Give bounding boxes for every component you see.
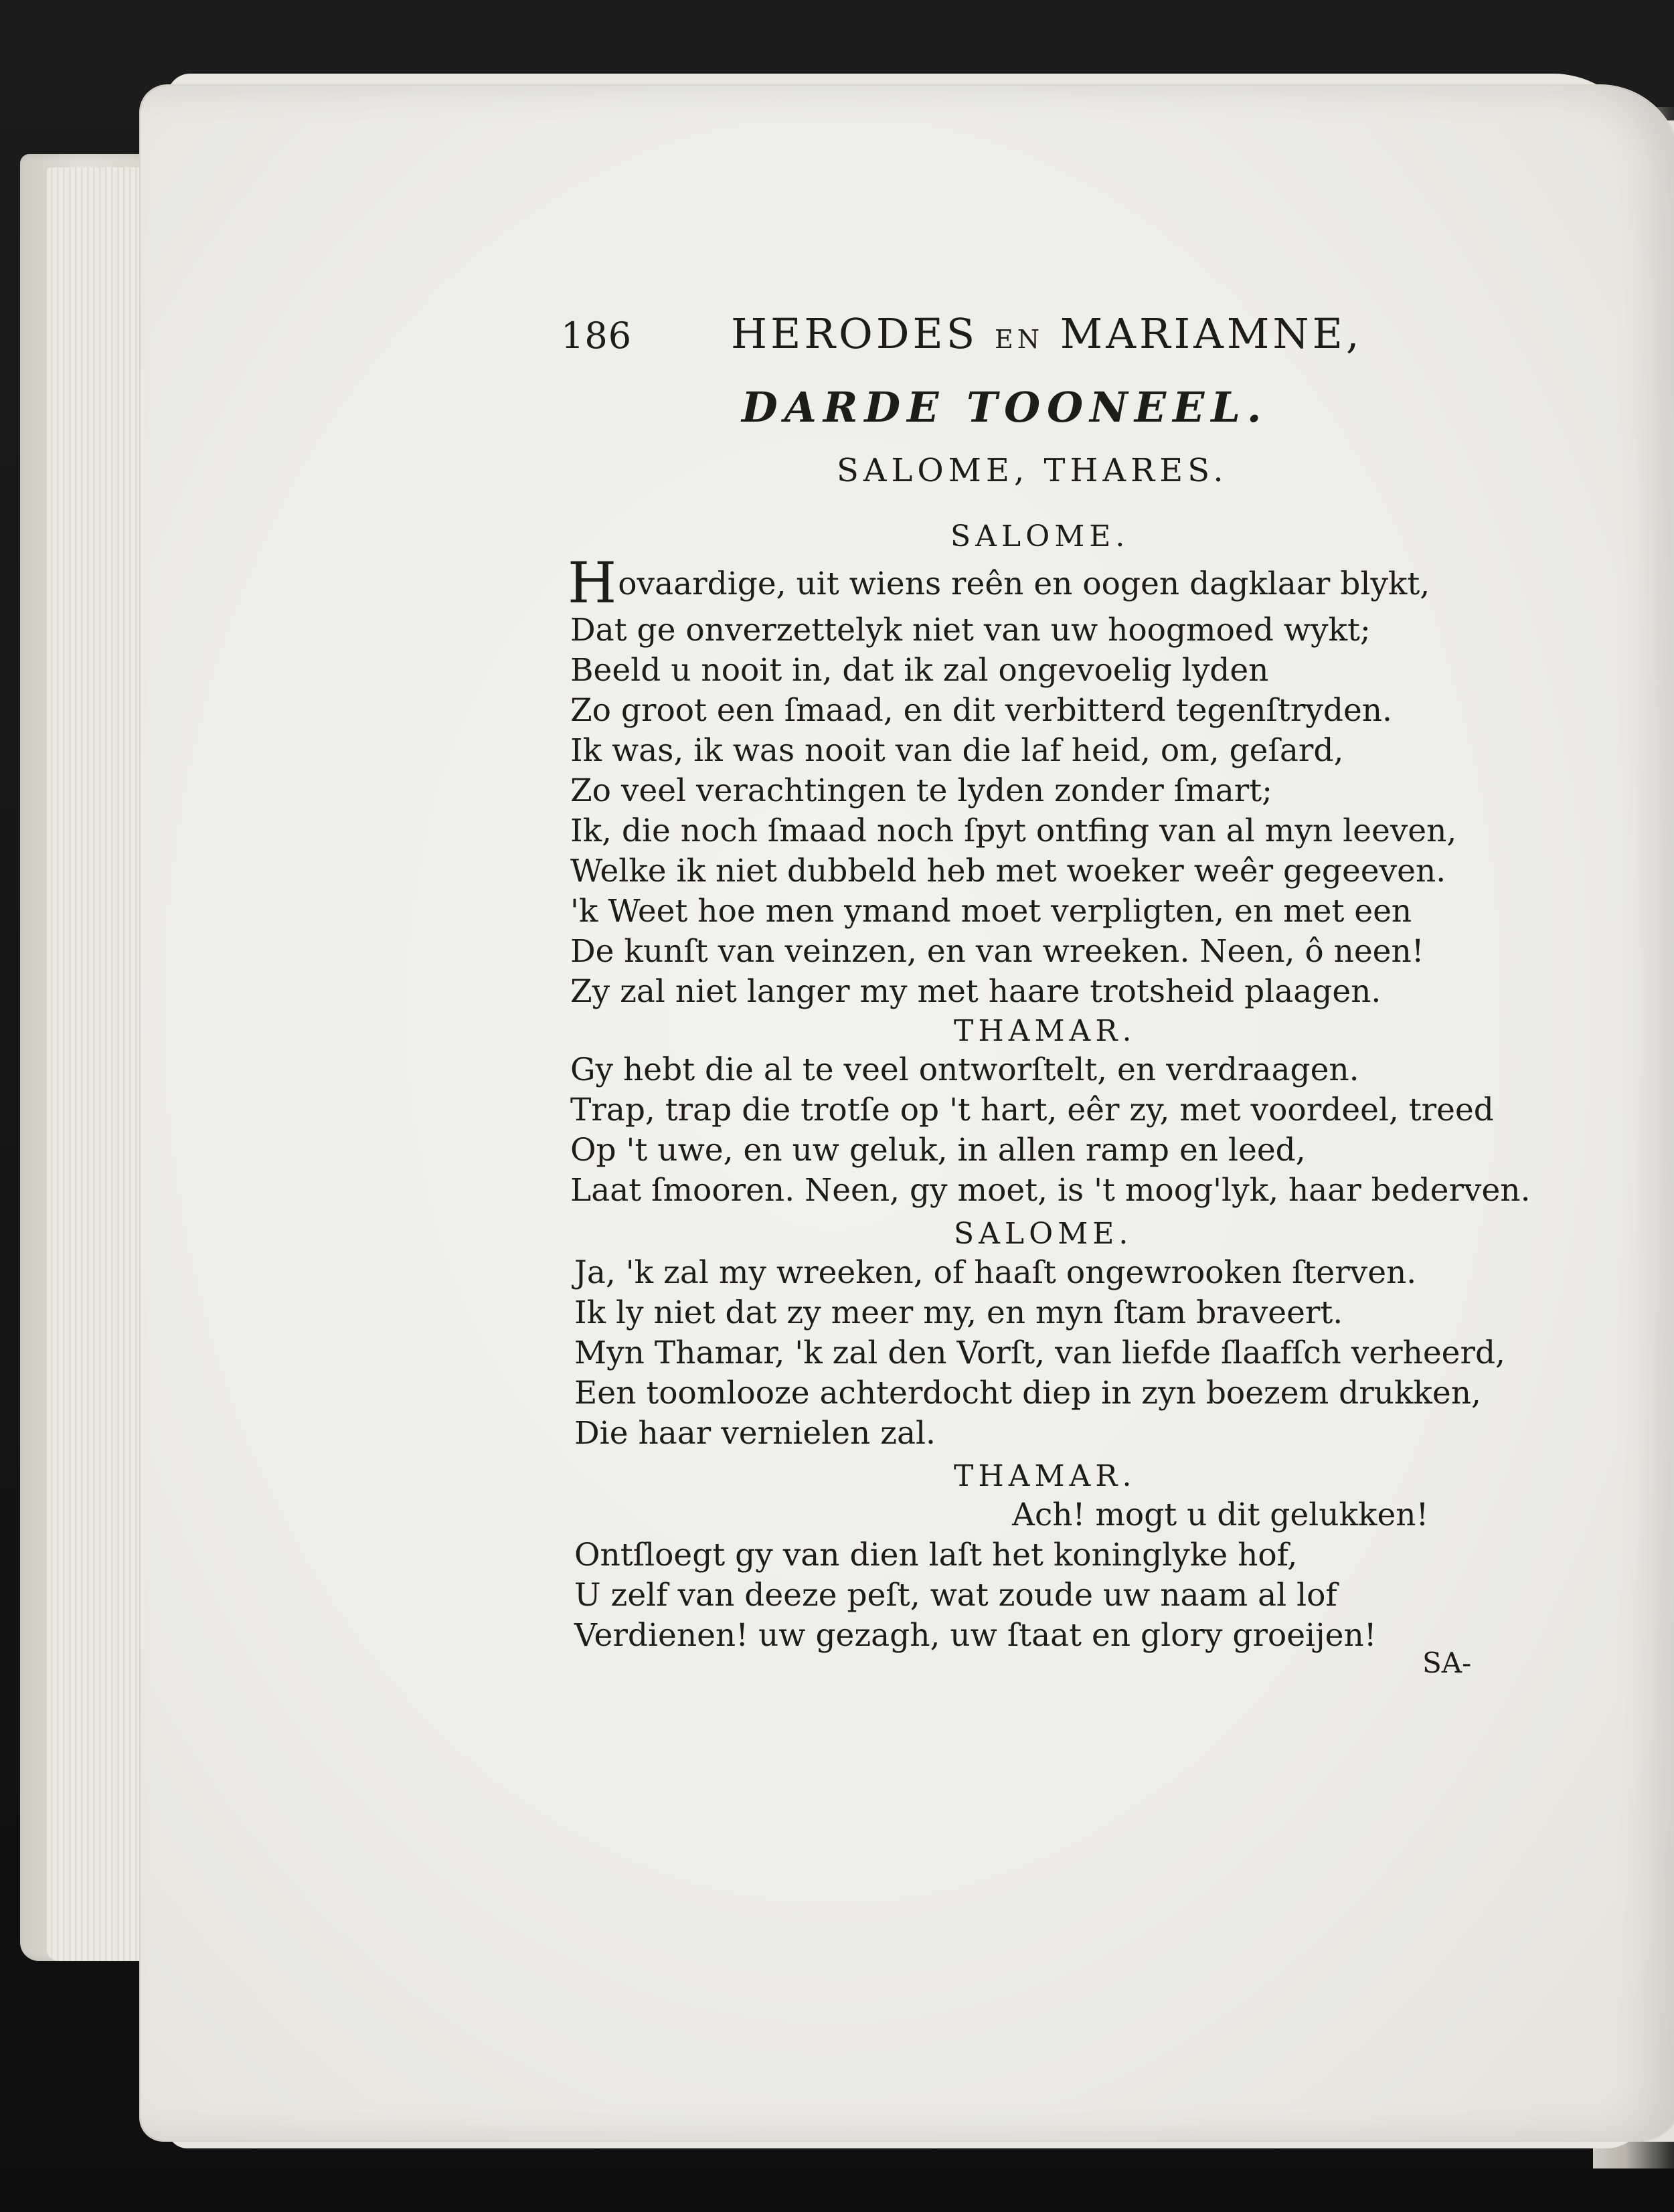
verse-line: Gy hebt die al te veel ontworſtelt, en verdraagen. (570, 1051, 1359, 1088)
running-head (731, 309, 1363, 358)
verse-line: Ontſloegt gy van dien laſt het koninglyke hof, (574, 1537, 1298, 1573)
speaker-label: THAMAR. (954, 1014, 1137, 1048)
verse-line: De kunſt van veinzen, en van wreeken. Neen, ô neen! (570, 933, 1424, 970)
verse-line: Ja, 'k zal my wreeken, of haaſt ongewrooken ſterven. (574, 1254, 1417, 1291)
verse-line: Myn Thamar, 'k zal den Vorſt, van liefde ſlaafſch verheerd, (574, 1335, 1505, 1371)
verse-line: Zo groot een ſmaad, en dit verbitterd tegenſtryden. (570, 692, 1392, 729)
scene-title: DARDE TOONEEL. (742, 383, 1268, 432)
speaker-label: THAMAR. (954, 1459, 1137, 1493)
verse-line: Beeld u nooit in, dat ik zal ongevoelig lyden (570, 652, 1269, 689)
page-number: 186 (561, 315, 633, 357)
catchword: SA- (1422, 1646, 1472, 1679)
verse-line: 'k Weet hoe men ymand moet verpligten, en met een (570, 893, 1412, 930)
running-head-en: EN (995, 325, 1043, 354)
drop-capital: H (568, 550, 617, 616)
verse-line: Zo veel verachtingen te lyden zonder ſmart; (570, 772, 1272, 809)
verse-line: Welke ik niet dubbeld heb met woeker weêr gegeeven. (570, 853, 1446, 889)
verse-line: Trap, trap die trotſe op 't hart, eêr zy, met voordeel, treed (570, 1092, 1494, 1128)
verse-line: Ik ly niet dat zy meer my, en myn ſtam braveert. (574, 1294, 1343, 1331)
running-head-mariamne: MARIAMNE, (1060, 309, 1363, 358)
verse-line: Zy zal niet langer my met haare trotsheid plaagen. (570, 973, 1382, 1010)
verse-line: Verdienen! uw gezagh, uw ſtaat en glory groeijen! (574, 1617, 1377, 1654)
running-head-herodes: HERODES (731, 309, 979, 358)
speaker-label: SALOME. (954, 1217, 1133, 1251)
verse-line: Ik, die noch ſmaad noch ſpyt ontfing van al myn leeven, (570, 813, 1457, 849)
verse-line: U zelf van deeze peſt, wat zoude uw naam al lof (574, 1577, 1337, 1614)
verse-line: Een toomlooze achterdocht diep in zyn boezem drukken, (574, 1375, 1481, 1412)
verse-line: Laat ſmooren. Neen, gy moet, is 't moog'lyk, haar bederven. (570, 1172, 1531, 1209)
verse-line: Die haar vernielen zal. (574, 1415, 936, 1452)
verse-line: Dat ge onverzettelyk niet van uw hoogmoed wykt; (570, 612, 1371, 649)
verse-line: Ik was, ik was nooit van die laf heid, om, geſard, (570, 732, 1344, 769)
verse-line: Ach! mogt u dit gelukken! (1012, 1497, 1429, 1533)
verse-line (568, 550, 1430, 616)
verse-line-rest: ovaardige, uit wiens reên en oogen dagklaar blykt, (618, 566, 1430, 602)
cast-list: SALOME, THARES. (837, 452, 1228, 489)
speaker-label: SALOME. (950, 519, 1130, 554)
verse-line: Op 't uwe, en uw geluk, in allen ramp en leed, (570, 1132, 1306, 1169)
